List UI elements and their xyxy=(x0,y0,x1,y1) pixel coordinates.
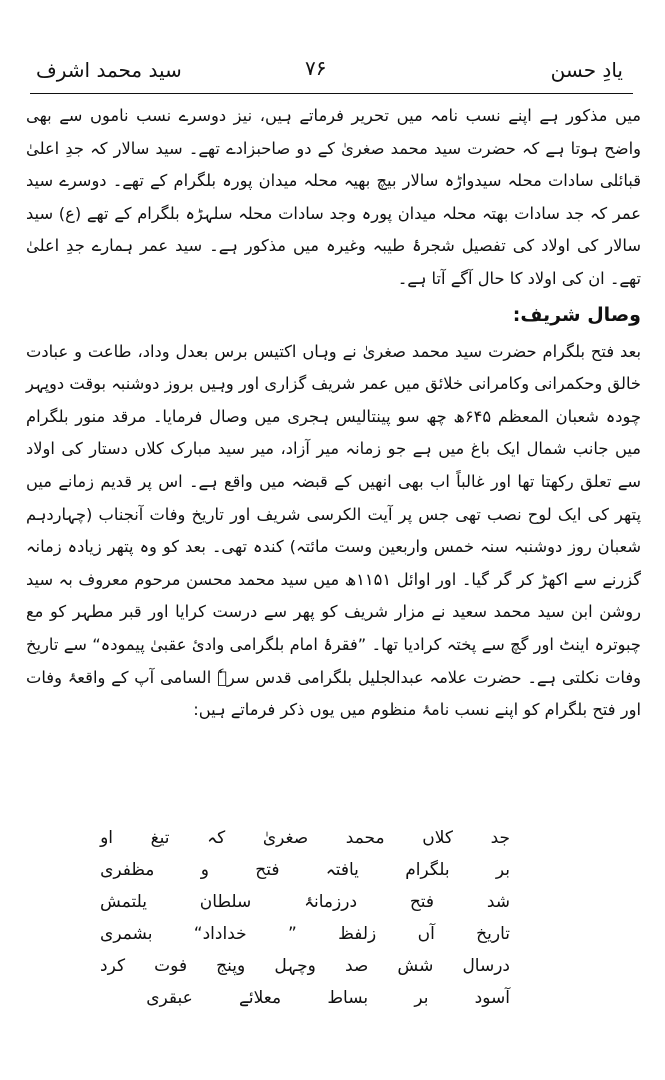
paragraph-lineage: میں مذکور ہے اپنے نسب نامہ میں تحریر فرماتے ہیں، نیز دوسرے نسب ناموں سے بھی واضح ہوتا ہے کہ حضرت سید محمد صغریٰ کے دو صاحبزادے تھے۔ سید سالار کہ جدِ اعلیٰ قبائلی سادات محلہ سیدواڑہ سالار بیچ بھیہ محلہ میدان پورہ بلگرام کے تھے۔ دوسرے سید عمر کہ جد سادات بھتہ محلہ میدان پورہ وجد سادات محلہ سلہڑہ بلگرام کے تھے (ع) سید سالار کی اولاد کی تفصیل شجرۂ طیبہ وغیرہ میں مذکور ہے۔ سید عمر ہمارے جدِ اعلیٰ تھے۔ ان کی اولاد کا حال آگے آتا ہے۔ xyxy=(26,106,641,288)
verse-word: ” xyxy=(287,924,297,944)
verse-word: یلتمش xyxy=(100,892,148,912)
verse-word: فتح xyxy=(409,892,435,912)
verse-word: زلفظ xyxy=(338,924,377,944)
verse-word: درزمانۂ xyxy=(304,892,358,912)
verse-word: وچہل xyxy=(274,956,316,976)
verse-word: و xyxy=(200,860,209,880)
verse-word: محمد xyxy=(345,828,385,848)
verse-word: کرد xyxy=(100,956,126,976)
verse-word: بر xyxy=(495,860,510,880)
verse-word: صغریٰ xyxy=(262,828,309,848)
verse-word: جد xyxy=(490,828,510,848)
header-rule xyxy=(30,93,633,94)
verse-word: بشمری xyxy=(100,924,153,944)
verse-word: وپنج xyxy=(216,956,246,976)
verse-word: مظفری xyxy=(100,860,155,880)
verse-word: بساط xyxy=(327,988,369,1008)
poem-verse xyxy=(100,886,510,918)
author-name: سید محمد اشرف xyxy=(36,58,182,82)
verse-word: آں xyxy=(417,924,435,944)
poem-verse xyxy=(100,982,510,1014)
poem-verse xyxy=(100,854,510,886)
poem-verse xyxy=(100,918,510,950)
verse-word: سلطان xyxy=(199,892,252,912)
verse-word: عبقری xyxy=(146,988,193,1008)
poem-verse xyxy=(100,950,510,982)
verse-word: فتح xyxy=(255,860,280,880)
book-title: یادِ حسن xyxy=(550,58,623,82)
verse-word: فوت xyxy=(154,956,188,976)
verse-word: بلگرام xyxy=(405,860,450,880)
verse-word: بر xyxy=(414,988,429,1008)
poem-verse xyxy=(100,822,510,854)
verse-word: معلائے xyxy=(238,988,282,1008)
section-heading: وصال شریف: xyxy=(512,303,641,326)
page-number: ۷۶ xyxy=(305,56,327,80)
verse-word: او xyxy=(100,828,114,848)
paragraph-wisal: بعد فتح بلگرام حضرت سید محمد صغریٰ نے وہاں اکتیس برس بعدل وداد، طاعت و عبادت خالق وحکمرانی وکامرانی خلائق میں عمر شریف گزاری اور وہیں بروز دوشنبہ بوقت دوپہر چودہ شعبان المعظم ۶۴۵ھ چھ سو پینتالیس ہجری میں وصال فرمایا۔ مرقد منور بلگرام میں جانب شمال ایک باغ میں ہے جو زمانہ میر آزاد، میر سید مبارک کلاں دستار کی اولاد سے تعلق رکھتا تھا اور غالباً اب بھی انھیں کے قبضہ میں واقع ہے۔ اس پر قدیم زمانے میں پتھر کی ایک لوح نصب تھی جس پر آیت الکرسی شریف اور تاریخ وفات آنجناب (چہاردہم شعبان روز دوشنبہ سنہ خمس واربعین وست مائتہ) کندہ تھی۔ بعد کو وہ پتھر زیادہ زمانہ گزرنے سے اکھڑ کر گر گیا۔ اور اوائل ۱۱۵۱ھ میں سید محمد محسن مرحوم معروف بہ سید روشن ابن سید محمد سعید نے مزار شریف کو پھر سے درست کرایا اور قبر مطہر کو مع چبوترہ اینٹ اور گچ سے پختہ کرادیا تھا۔ ”فقرۂ امام بلگرامی وادیٔ عقبیٰ پیمودہ“ سے تاریخ وفات نکلتی ہے۔ حضرت علامہ عبدالجلیل بلگرامی قدس سرہٗ السامی آپ کے واقعۂ وفات اور فتح بلگرام کو اپنے نسب نامۂ منظوم میں یوں ذکر فرماتے ہیں: xyxy=(26,341,642,720)
verse-word: شش xyxy=(397,956,434,976)
verse-word: کہ xyxy=(207,828,226,848)
verse-word: تیغ xyxy=(150,828,170,848)
running-header xyxy=(0,0,665,95)
verse-word: یافتہ xyxy=(325,860,359,880)
verse-word: صد xyxy=(344,956,369,976)
verse-word: تاریخ xyxy=(476,924,510,944)
page-body xyxy=(26,100,641,727)
verse-word: آسود xyxy=(474,988,510,1008)
verse-word: کلاں xyxy=(422,828,453,848)
persian-poem xyxy=(100,822,510,1014)
verse-word: شد xyxy=(486,892,510,912)
verse-word: خداداد“ xyxy=(193,924,247,944)
verse-word: درسال xyxy=(462,956,510,976)
